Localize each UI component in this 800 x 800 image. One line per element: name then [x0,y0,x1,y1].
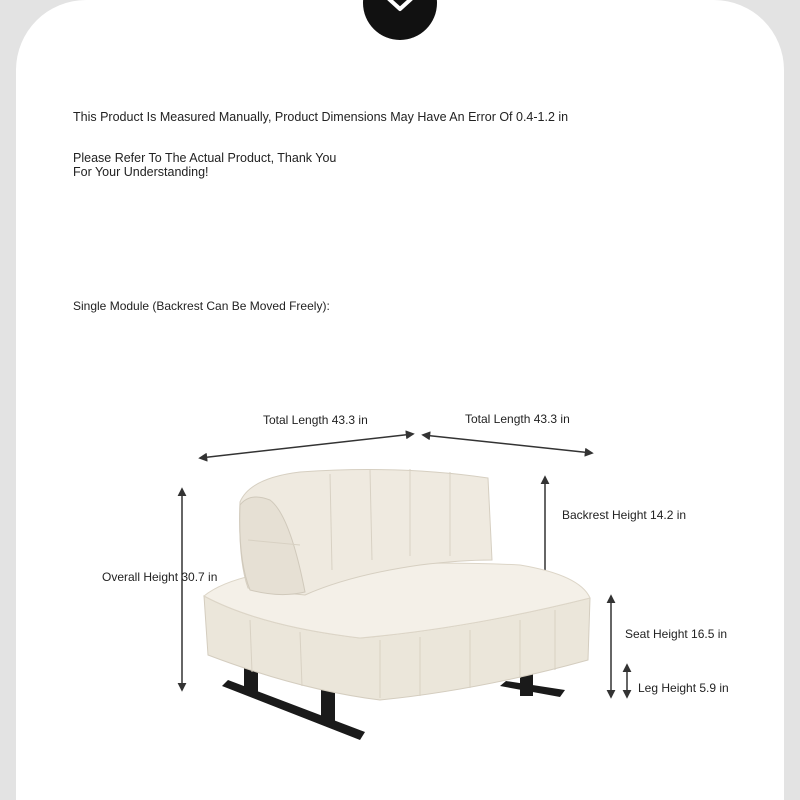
seat-height-label: Seat Height 16.5 in [625,627,728,641]
backrest-height-label: Backrest Height 14.2 in [562,508,687,522]
overall-height-label: Overall Height 30.7 in [102,570,218,584]
understanding-note-line1: Please Refer To The Actual Product, Thank You [73,151,337,165]
total-length-left-arrow [200,434,413,458]
leg-height-label: Leg Height 5.9 in [638,681,729,695]
total-length-left-label: Total Length 43.3 in [263,413,368,427]
total-length-right-label: Total Length 43.3 in [465,412,570,426]
understanding-note-line2: For Your Understanding! [73,165,209,179]
section-title: Single Module (Backrest Can Be Moved Freely): [73,299,330,313]
measurement-disclaimer: This Product Is Measured Manually, Product Dimensions May Have An Error Of 0.4-1.2 in [73,110,569,124]
total-length-right-arrow [423,435,592,453]
